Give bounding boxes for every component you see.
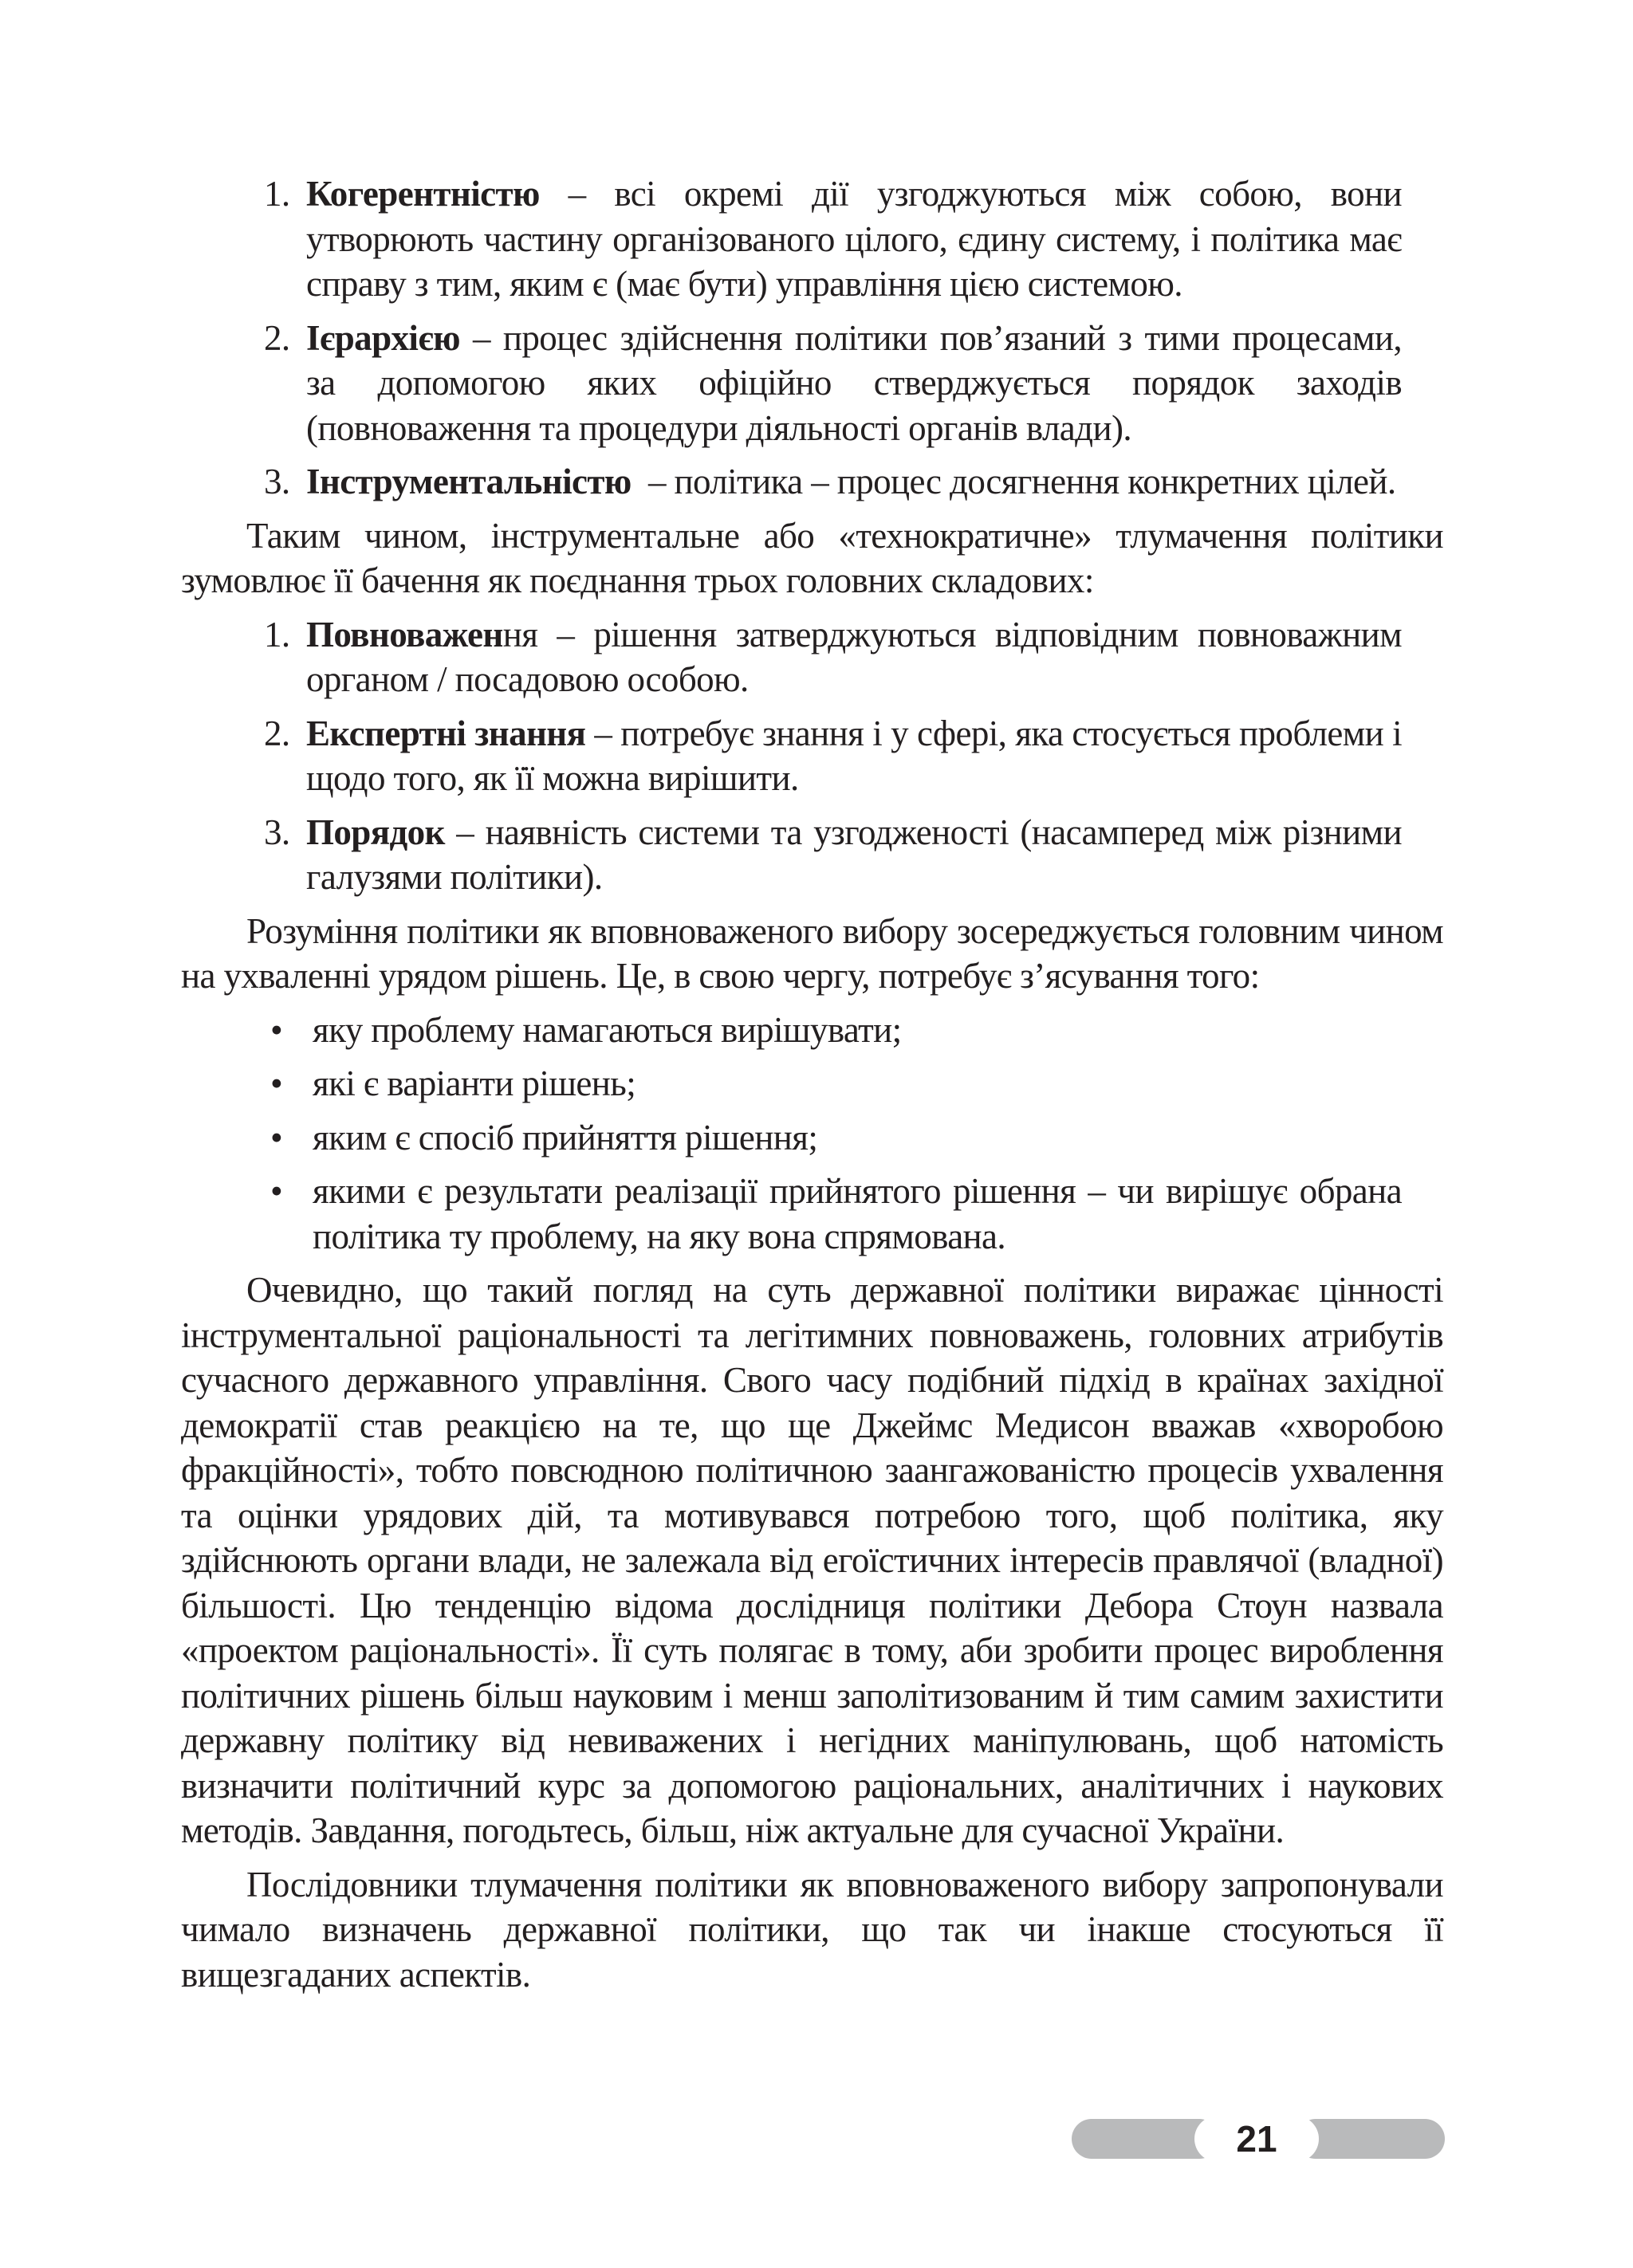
- list-item: [181, 612, 1443, 702]
- term-definition: – всі окремі дії узгоджуються між собою, вони утворюють частину організованого цілого, єдину систему, і політика має справу з тим, яким є (має бути) управління цією системою.: [306, 174, 1402, 304]
- term-definition: – рішення затверджуються відповідним повноважним органом / посадовою особою.: [306, 614, 1402, 699]
- bullet-item: [181, 1115, 1443, 1161]
- term-definition: – політика – процес досягнення конкретних цілей.: [631, 462, 1396, 501]
- list-number: 2.: [264, 317, 290, 358]
- bullet-text: яким є спосіб прийняття рішення;: [313, 1117, 818, 1158]
- term-definition: – наявність системи та узгодженості (насамперед між різними галузями політики).: [306, 812, 1402, 897]
- list-number: 1.: [264, 614, 290, 654]
- paragraph: Послідовники тлумачення політики як вповноваженого вибору запропонували чимало визначень державної політики, що так чи інакше стосуються її вищезгаданих аспектів.: [181, 1864, 1443, 1995]
- list-item: [181, 810, 1443, 900]
- bullet-mark: •: [270, 1009, 283, 1050]
- paragraph: Розуміння політики як вповноваженого вибору зосереджується головним чином на ухваленні урядом рішень. Це, в свою чергу, потребує з’ясування того:: [181, 910, 1443, 996]
- list-number: 2.: [264, 713, 290, 753]
- bullet-text: якими є результати реалізації прийнятого рішення – чи вирішує обрана політика ту проблему, на яку вона спрямована.: [313, 1171, 1402, 1256]
- list-item-text: [306, 459, 1402, 505]
- numbered-list-components: [181, 612, 1443, 900]
- term-tail: ня: [502, 614, 538, 654]
- term-bold: Експертні знання: [306, 713, 586, 753]
- term-bold: Ієрархією: [306, 317, 460, 358]
- bullet-mark: •: [270, 1063, 283, 1103]
- page-number-bar: [1072, 2119, 1445, 2159]
- bullet-item: [181, 1061, 1443, 1106]
- list-number: 3.: [264, 462, 290, 501]
- bullet-item: [181, 1008, 1443, 1053]
- paragraph: Очевидно, що такий погляд на суть державної політики виражає цінності інструментальної раціональності та легітимних повноважень, головних атрибутів сучасного державного управління. Свого часу подібний підхід в країнах західної демократії став реакцією на те, що ще Джеймс Медисон вважав «хворобою фракційності», тобто повсюдною політичною заангажованістю процесів ухвалення та оцінки урядових дій, та мотивувався потребою того, щоб політика, яку здійснюють органи влади, не залежала від егоїстичних інтересів правлячої (владної) більшості. Цю тенденцію відома дослідниця політики Дебора Стоун назвала «проектом раціональності». Її суть полягає в тому, аби зробити процес вироблення політичних рішень більш науковим і менш заполітизованим й тим самим захистити державну політику від невиважених і негідних маніпулювань, щоб натомість визначити політичний курс за допомогою раціональних, аналітичних і наукових методів. Завдання, погодьтесь, більш, ніж актуальне для сучасної України.: [181, 1270, 1443, 1850]
- bullet-item: [181, 1169, 1443, 1259]
- list-number: 1.: [264, 174, 290, 214]
- bullet-text: яку проблему намагаються вирішувати;: [313, 1009, 902, 1050]
- term-definition: – потребує знання і у сфері, яка стосується проблеми і щодо того, як її можна вирішити.: [306, 713, 1402, 798]
- list-number: 3.: [264, 812, 290, 852]
- term-bold: Когерентністю: [306, 174, 540, 214]
- term-bold: Повноважен: [306, 614, 503, 654]
- list-item: [181, 316, 1443, 451]
- term-bold: Порядок: [306, 812, 445, 852]
- list-item-text: [306, 316, 1402, 451]
- list-item: [181, 171, 1443, 307]
- bullet-list-questions: [181, 1008, 1443, 1260]
- list-item: [181, 459, 1443, 505]
- page-number: 21: [1194, 2116, 1319, 2162]
- list-item-text: [306, 711, 1402, 801]
- list-item-text: [306, 810, 1402, 900]
- bullet-mark: •: [270, 1171, 283, 1211]
- page-body: [181, 171, 1443, 2006]
- bullet-text: які є варіанти рішень;: [313, 1063, 636, 1103]
- list-item: [181, 711, 1443, 801]
- list-item-text: [306, 171, 1402, 307]
- term-definition: – процес здійснення політики пов’язаний з тими процесами, за допомогою яких офіційно стверджується порядок заходів (повноваження та процедури діяльності органів влади).: [306, 317, 1402, 448]
- bullet-mark: •: [270, 1117, 283, 1158]
- list-item-text: [306, 612, 1402, 702]
- term-bold: Інструментальністю: [306, 462, 632, 501]
- numbered-list-policy-features: [181, 171, 1443, 505]
- paragraph: Таким чином, інструментальне або «технократичне» тлумачення політики зумовлює її бачення як поєднання трьох головних складових:: [181, 515, 1443, 600]
